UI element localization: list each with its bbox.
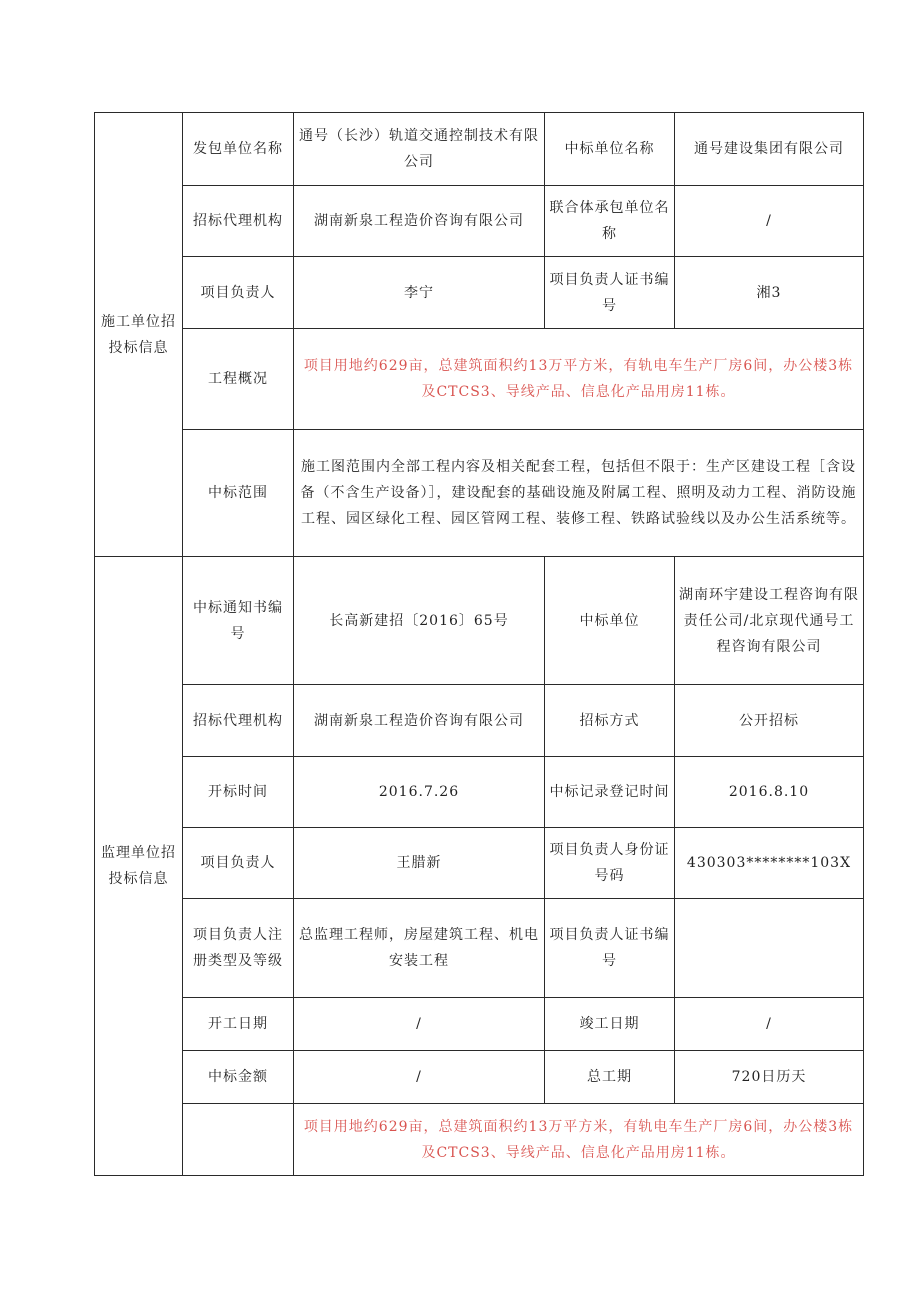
id-number-label: 项目负责人身份证号码 <box>545 828 675 899</box>
method-label: 招标方式 <box>545 685 675 757</box>
construction-category: 施工单位招投标信息 <box>95 113 183 557</box>
supervision-category: 监理单位招投标信息 <box>95 557 183 1176</box>
start-date-value: / <box>294 998 545 1051</box>
reg-type-value: 总监理工程师，房屋建筑工程、机电安装工程 <box>294 899 545 998</box>
consortium-value: / <box>675 186 864 257</box>
table-row <box>95 1051 864 1104</box>
table-row <box>95 430 864 557</box>
amount-value: / <box>294 1051 545 1104</box>
opening-label: 开标时间 <box>183 757 294 828</box>
registration-time-label: 中标记录登记时间 <box>545 757 675 828</box>
supervision-certificate-value <box>675 899 864 998</box>
table-row <box>95 1104 864 1176</box>
agency-value: 湖南新泉工程造价咨询有限公司 <box>294 186 545 257</box>
table-row <box>95 685 864 757</box>
bidding-info-table <box>94 112 864 1176</box>
completion-date-value: / <box>675 998 864 1051</box>
notice-label: 中标通知书编号 <box>183 557 294 685</box>
duration-label: 总工期 <box>545 1051 675 1104</box>
issuer-label: 发包单位名称 <box>183 113 294 186</box>
amount-label: 中标金额 <box>183 1051 294 1104</box>
supervision-overview-value: 项目用地约629亩，总建筑面积约13万平方米，有轨电车生产厂房6间，办公楼3栋及CTCS3、导线产品、信息化产品用房11栋。 <box>294 1104 864 1176</box>
supervision-certificate-label: 项目负责人证书编号 <box>545 899 675 998</box>
table-row <box>95 113 864 186</box>
start-date-label: 开工日期 <box>183 998 294 1051</box>
table-row <box>95 828 864 899</box>
supervision-manager-label: 项目负责人 <box>183 828 294 899</box>
method-value: 公开招标 <box>675 685 864 757</box>
overview-value: 项目用地约629亩，总建筑面积约13万平方米，有轨电车生产厂房6间，办公楼3栋及CTCS3、导线产品、信息化产品用房11栋。 <box>294 329 864 430</box>
consortium-label: 联合体承包单位名称 <box>545 186 675 257</box>
supervision-agency-label: 招标代理机构 <box>183 685 294 757</box>
scope-label: 中标范围 <box>183 430 294 557</box>
winner-value: 通号建设集团有限公司 <box>675 113 864 186</box>
manager-label: 项目负责人 <box>183 257 294 329</box>
table-row <box>95 557 864 685</box>
certificate-label: 项目负责人证书编号 <box>545 257 675 329</box>
agency-label: 招标代理机构 <box>183 186 294 257</box>
table-row <box>95 257 864 329</box>
registration-time-value: 2016.8.10 <box>675 757 864 828</box>
supervision-agency-value: 湖南新泉工程造价咨询有限公司 <box>294 685 545 757</box>
table-row <box>95 186 864 257</box>
duration-value: 720日历天 <box>675 1051 864 1104</box>
supervisor-label: 中标单位 <box>545 557 675 685</box>
id-number-value: 430303********103X <box>675 828 864 899</box>
completion-date-label: 竣工日期 <box>545 998 675 1051</box>
certificate-value: 湘3 <box>675 257 864 329</box>
supervisor-value: 湖南环宇建设工程咨询有限责任公司/北京现代通号工程咨询有限公司 <box>675 557 864 685</box>
scope-value: 施工图范围内全部工程内容及相关配套工程，包括但不限于：生产区建设工程［含设备（不含生产设备）］，建设配套的基础设施及附属工程、照明及动力工程、消防设施工程、园区绿化工程、园区管网工程、装修工程、铁路试验线以及办公生活系统等。 <box>294 430 864 557</box>
reg-type-label: 项目负责人注册类型及等级 <box>183 899 294 998</box>
manager-value: 李宁 <box>294 257 545 329</box>
opening-value: 2016.7.26 <box>294 757 545 828</box>
table-row <box>95 998 864 1051</box>
notice-value: 长高新建招〔2016〕65号 <box>294 557 545 685</box>
table-row <box>95 329 864 430</box>
supervision-overview-label <box>183 1104 294 1176</box>
table-row <box>95 757 864 828</box>
winner-label: 中标单位名称 <box>545 113 675 186</box>
table-row <box>95 899 864 998</box>
overview-label: 工程概况 <box>183 329 294 430</box>
issuer-value: 通号（长沙）轨道交通控制技术有限公司 <box>294 113 545 186</box>
supervision-manager-value: 王腊新 <box>294 828 545 899</box>
